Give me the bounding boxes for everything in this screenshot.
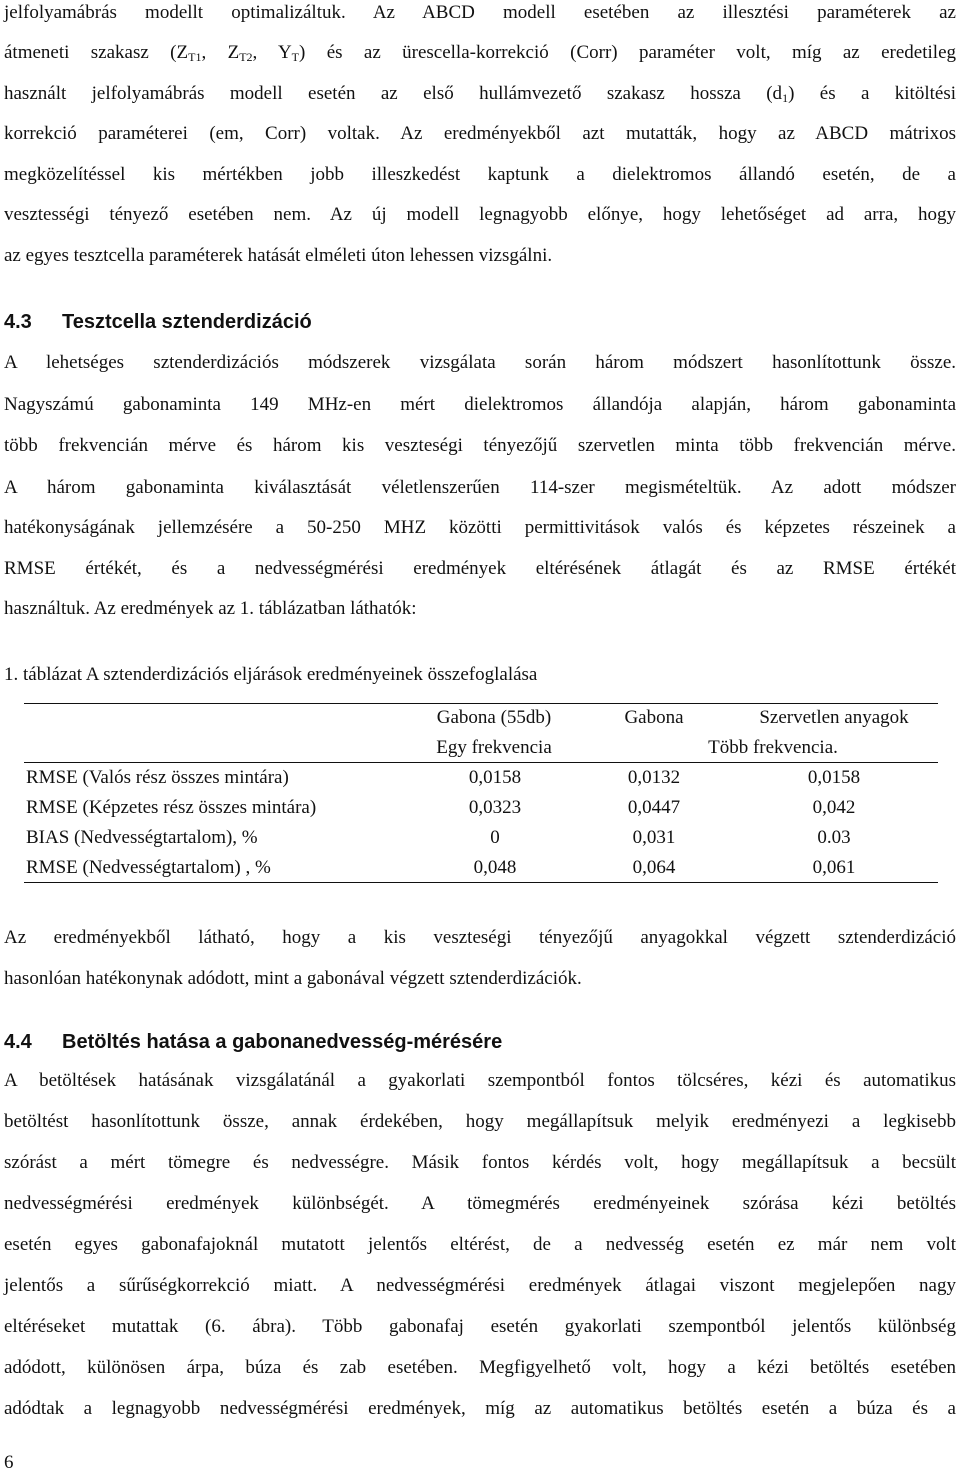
text-line: adódott, különösen árpa, búza és zab esetében. Megfigyelhető volt, hogy a kézi betöltés esetében [4, 1357, 956, 1378]
table-cell: 0,031 [632, 827, 676, 848]
text-line: hatékonyságának jellemzésére a 50-250 MHZ közötti permittivitások valós és képzetes részeinek a [4, 517, 956, 538]
table-header-cell: Több frekvencia. [708, 737, 838, 758]
text-line: nedvességmérési eredmények különbségét. A tömegmérés eredményeinek szórása kézi betöltés [4, 1193, 956, 1214]
text-line: RMSE értékét, és a nedvességmérési eredmények eltérésének átlagát és az RMSE értékét [4, 558, 956, 579]
table-cell: 0.03 [817, 827, 851, 848]
text-line: megközelítéssel kis mértékben jobb illeszkedést kaptunk a dielektromos állandó esetén, de a [4, 164, 956, 185]
text-line: átmeneti szakasz ($Z_{T1}$, $Z_{T2}$, $Y_T$) és az ürescella-korrekció (Corr) paraméter volt, míg az eredetileg [4, 42, 957, 64]
table-row-label: RMSE (Képzetes rész összes mintára) [26, 797, 317, 818]
table-cell: 0,042 [812, 797, 856, 818]
table-cell: 0 [490, 827, 500, 848]
text-line: A három gabonaminta kiválasztását véletlenszerűen 114-szer megismételtük. Az adott módszer [4, 477, 956, 498]
table-cell: 0,0323 [468, 797, 522, 818]
table-header-rule [24, 762, 938, 763]
text-line: több frekvencián mérve és három kis veszteségi tényezőjű szervetlen minta több frekvencián mérve. [4, 435, 956, 456]
table-cell: 0,064 [632, 857, 676, 878]
text-line: használtuk. Az eredmények az 1. táblázatban láthatók: [4, 598, 417, 619]
table-cell: 0,0158 [807, 767, 861, 788]
text-line: betöltést hasonlítottunk össze, annak érdekében, hogy megállapítsuk melyik eredményezi a legkisebb [4, 1111, 956, 1132]
text-line: esetén egyes gabonafajoknál mutatott jelentős eltérést, de a nedvesség esetén ez már nem volt [4, 1234, 956, 1255]
text-line: használt jelfolyamábrás modell esetén az első hullámvezető szakasz hossza $(d_1)$ és a kitöltési [4, 83, 956, 105]
table-row-label: RMSE (Valós rész összes mintára) [26, 767, 289, 788]
table-cell: 0,0447 [627, 797, 681, 818]
table-cell: 0,048 [473, 857, 517, 878]
table-cell: 0,0132 [627, 767, 681, 788]
text-line: jelentős a sűrűségkorrekció miatt. A nedvességmérési eredmények átlagai viszont megjelepően nagy [4, 1275, 956, 1296]
text-line: A betöltések hatásának vizsgálatánál a gyakorlati szempontból fontos tölcséres, kézi és automatikus [4, 1070, 956, 1091]
table-cell: 0,061 [812, 857, 856, 878]
table-header-cell: Szervetlen anyagok [759, 707, 909, 728]
table-header-cell: Gabona (55db) [436, 707, 552, 728]
table-caption: 1. táblázat A sztenderdizációs eljárások eredményeinek összefoglalása [4, 664, 538, 685]
table-top-rule [24, 703, 938, 704]
text-line: az egyes tesztcella paraméterek hatását elméleti úton lehessen vizsgálni. [4, 245, 553, 266]
text-line: korrekció paraméterei (em, Corr) voltak. Az eredményekből azt mutatták, hogy az ABCD mátrixos [4, 123, 956, 144]
table-row-label: BIAS (Nedvességtartalom), % [26, 827, 258, 848]
text-line: A lehetséges sztenderdizációs módszerek vizsgálata során három módszert hasonlítottunk össze. [4, 352, 956, 373]
table-header-cell: Gabona [624, 707, 684, 728]
table-cell: 0,0158 [468, 767, 522, 788]
text-line: Nagyszámú gabonaminta 149 MHz-en mért dielektromos állandója alapján, három gabonaminta [4, 394, 956, 415]
section-heading: 4.3 Tesztcella sztenderdizáció [4, 311, 312, 333]
section-heading: 4.4 Betöltés hatása a gabonanedvesség-mérésére [4, 1031, 503, 1053]
table-bottom-rule [24, 882, 938, 883]
text-line: szórást a mért tömegre és nedvességre. Másik fontos kérdés volt, hogy megállapítsuk a becsült [4, 1152, 956, 1173]
text-line: vesztességi tényező esetében nem. Az új modell legnagyobb előnye, hogy lehetőséget ad arra, hogy [4, 204, 956, 225]
page-number: 6 [4, 1452, 14, 1473]
table-row-label: RMSE (Nedvességtartalom) , % [26, 857, 271, 878]
text-line: jelfolyamábrás modellt optimalizáltuk. Az ABCD modell esetében az illesztési paraméterek az [4, 2, 956, 23]
text-line: hasonlóan hatékonynak adódott, mint a gabonával végzett sztenderdizációk. [4, 968, 582, 989]
text-line: Az eredményekből látható, hogy a kis veszteségi tényezőjű anyagokkal végzett sztenderdizáció [4, 927, 956, 948]
table-header-cell: Egy frekvencia [436, 737, 552, 758]
text-line: eltéréseket mutattak (6. ábra). Több gabonafaj esetén gyakorlati szempontból jelentős különbség [4, 1316, 956, 1337]
text-line: adódtak a legnagyobb nedvességmérési eredmények, míg az automatikus betöltés esetén a búza és a [4, 1398, 956, 1419]
